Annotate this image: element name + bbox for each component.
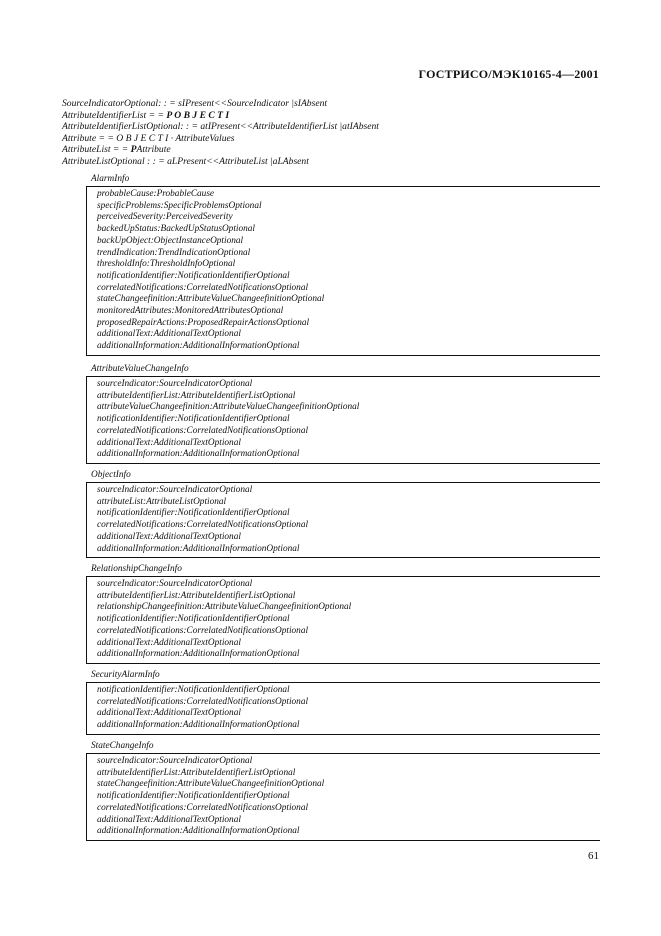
field-line: correlatedNotifications:CorrelatedNotificationsOptional [97,802,309,813]
field-line: backedUpStatus:BackedUpStatusOptional [97,224,256,235]
block-title: AttributeValueChangeInfo [91,364,189,374]
definition-line [62,98,379,110]
definition-bold: P O B J E C T I [166,109,230,121]
definition-line [62,144,379,156]
block-fields [86,753,600,841]
relationship-change-info-block [86,564,600,664]
field-line: sourceIndicator:SourceIndicatorOptional [97,379,253,389]
field-line: additionalText:AdditionalTextOptional [97,637,241,648]
block-title: StateChangeInfo [91,741,154,751]
field-line: trendIndication:TrendIndicationOptional [97,247,251,258]
alarm-info-block [86,174,600,356]
field-line: relationshipChangeefinition:AttributeValueChangeefinitionOptional [97,602,352,613]
field-line: additionalText:AdditionalTextOptional [97,531,241,542]
field-line: additionalInformation:AdditionalInformationOptional [97,720,300,731]
field-line: probableCause:ProbableCause [97,189,215,199]
definition-line [62,121,379,133]
field-line: attributeList:AttributeListOptional [97,496,227,507]
field-line: notificationIdentifier:NotificationIdentifierOptional [97,685,290,695]
field-line: correlatedNotifications:CorrelatedNotificationsOptional [97,625,309,636]
field-line: attributeIdentifierList:AttributeIdentifierListOptional [97,390,296,401]
page-header: ГОСТРИСО/МЭК10165-4—2001 [418,67,599,81]
field-line: sourceIndicator:SourceIndicatorOptional [97,579,253,589]
definition-text: AttributeList = = [62,144,131,155]
definition-line [62,156,379,168]
field-line: proposedRepairActions:ProposedRepairActionsOptional [97,317,310,328]
field-line: monitoredAttributes:MonitoredAttributesOptional [97,306,284,317]
block-fields [86,682,600,735]
field-line: notificationIdentifier:NotificationIdentifierOptional [97,414,290,425]
field-line: additionalText:AdditionalTextOptional [97,329,241,340]
security-alarm-info-block [86,670,600,735]
definition-bold: P [130,144,137,155]
definition-tail: Attribute [136,144,171,155]
field-line: additionalText:AdditionalTextOptional [97,708,241,719]
block-fields [86,576,600,664]
block-title: SecurityAlarmInfo [91,670,160,680]
block-fields [86,376,600,464]
field-line: perceivedSeverity:PerceivedSeverity [97,212,233,223]
block-title: RelationshipChangeInfo [91,564,182,574]
field-line: additionalInformation:AdditionalInformationOptional [97,649,300,660]
definition-text: Attribute = = O B J E C T I · AttributeValues [62,132,235,144]
block-title: AlarmInfo [91,174,130,184]
field-line: additionalInformation:AdditionalInformationOptional [97,449,300,460]
field-line: correlatedNotifications:CorrelatedNotificationsOptional [97,520,309,531]
field-line: additionalText:AdditionalTextOptional [97,814,241,825]
definition-text: AttributeListOptional : : = aLPresent<<AttributeList |aLAbsent [62,155,309,167]
definition-line [62,110,379,122]
field-line: thresholdInfo:ThresholdInfoOptional [97,259,236,270]
field-line: additionalInformation:AdditionalInformationOptional [97,543,300,554]
block-fields [86,482,600,558]
field-line: attributeIdentifierList:AttributeIdentifierListOptional [97,767,296,778]
attribute-value-change-info-block [86,364,600,464]
field-line: backUpObject:ObjectInstanceOptional [97,235,244,246]
field-line: notificationIdentifier:NotificationIdentifierOptional [97,508,290,519]
field-line: attributeValueChangeefinition:AttributeValueChangeefinitionOptional [97,402,360,413]
block-fields [86,186,600,356]
field-line: correlatedNotifications:CorrelatedNotificationsOptional [97,282,309,293]
state-change-info-block [86,741,600,841]
block-title: ObjectInfo [91,470,131,480]
definition-line [62,133,379,145]
definition-text: SourceIndicatorOptional: : = sIPresent<<SourceIndicator |sIAbsent [62,98,328,109]
field-line: stateChangeefinition:AttributeValueChangeefinitionOptional [97,779,325,790]
field-line: stateChangeefinition:AttributeValueChangeefinitionOptional [97,294,325,305]
field-line: correlatedNotifications:CorrelatedNotificationsOptional [97,425,309,436]
field-line: sourceIndicator:SourceIndicatorOptional [97,756,253,766]
field-line: additionalText:AdditionalTextOptional [97,437,241,448]
object-info-block [86,470,600,558]
field-line: sourceIndicator:SourceIndicatorOptional [97,485,253,495]
definition-text: AttributeIdentifierList = = [62,109,167,121]
definitions [62,98,379,167]
field-line: notificationIdentifier:NotificationIdentifierOptional [97,791,290,802]
field-line: attributeIdentifierList:AttributeIdentifierListOptional [97,590,296,601]
field-line: correlatedNotifications:CorrelatedNotificationsOptional [97,696,309,707]
field-line: specificProblems:SpecificProblemsOptional [97,200,262,211]
definition-text: AttributeIdentifierListOptional: : = atIPresent<<AttributeIdentifierList |atIAbsent [62,121,379,132]
field-line: additionalInformation:AdditionalInformationOptional [97,341,300,352]
page-number: 61 [588,850,599,862]
field-line: notificationIdentifier:NotificationIdentifierOptional [97,270,290,281]
field-line: notificationIdentifier:NotificationIdentifierOptional [97,614,290,625]
field-line: additionalInformation:AdditionalInformationOptional [97,826,300,837]
